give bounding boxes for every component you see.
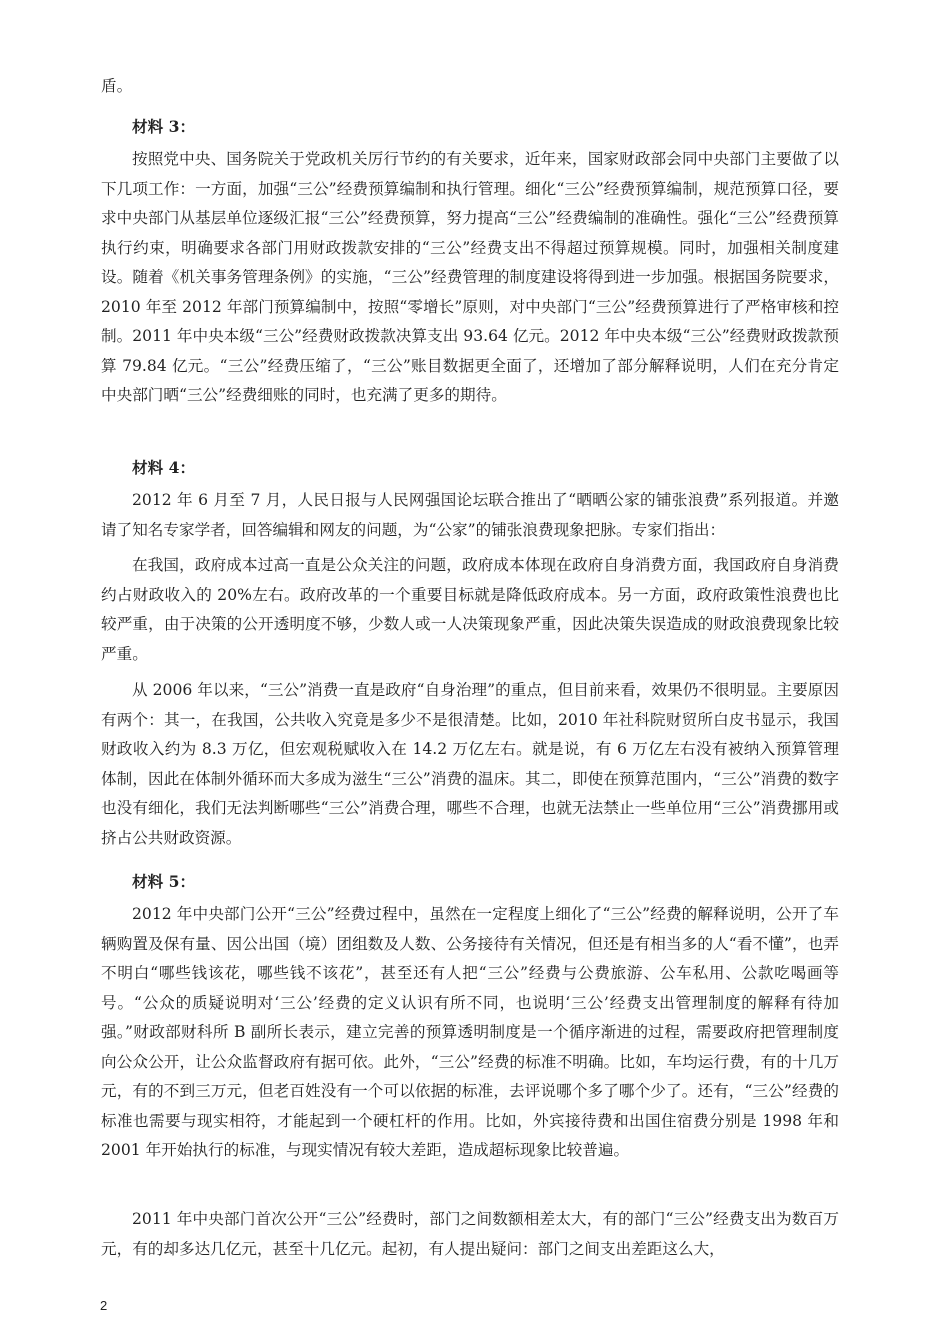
paragraph-material-5-gap: 2011 年中央部门首次公开“三公”经费时，部门之间数额相差太大，有的部门“三公”经费支出为数百万元，有的却多达几亿元，甚至十几亿元。起初，有人提出疑问：部门之间支出差距这么大， — [101, 1210, 839, 1258]
section-heading-material-5: 材料 5： — [132, 872, 196, 891]
section-heading-material-3: 材料 3： — [132, 117, 196, 136]
paragraph-material-4-reasons: 从 2006 年以来，“三公”消费一直是政府“自身治理”的重点，但目前来看，效果仍不很明显。主要原因有两个：其一，在我国，公共收入究竟是多少不是很清楚。比如，2010 年社科院财贸所白皮书显示，我国财政收入约为 8.3 万亿，但宏观税赋收入在 14.2 万亿左右。就是说，有 6 万亿左右没有被纳入预算管理体制，因此在体制外循环而大多成为滋生“三公”消费的温床。其二，即使在预算范围内，“三公”消费的数字也没有细化，我们无法判断哪些“三公”消费合理，哪些不合理，也就无法禁止一些单位用“三公”消费挪用或挤占公共财政资源。 — [101, 681, 839, 847]
paragraph-material-4-intro: 2012 年 6 月至 7 月，人民日报与人民网强国论坛联合推出了“晒晒公家的铺张浪费”系列报道。并邀请了知名专家学者，回答编辑和网友的问题，为“公家”的铺张浪费现象把脉。专家们指出： — [101, 491, 839, 539]
paragraph-material-3: 按照党中央、国务院关于党政机关厉行节约的有关要求，近年来，国家财政部会同中央部门主要做了以下几项工作：一方面，加强“三公”经费预算编制和执行管理。细化“三公”经费预算编制，规范预算口径，要求中央部门从基层单位逐级汇报“三公”经费预算，努力提高“三公”经费编制的准确性。强化“三公”经费预算执行约束，明确要求各部门用财政拨款安排的“三公”经费支出不得超过预算规模。同时，加强相关制度建设。随着《机关事务管理条例》的实施，“三公”经费管理的制度建设将得到进一步加强。根据国务院要求，2010 年至 2012 年部门预算编制中，按照“零增长”原则，对中央部门“三公”经费预算进行了严格审核和控制。2011 年中央本级“三公”经费财政拨款决算支出 93.64 亿元。2012 年中央本级“三公”经费财政拨款预算 79.84 亿元。“三公”经费压缩了，“三公”账目数据更全面了，还增加了部分解释说明，人们在充分肯定中央部门晒“三公”经费细账的同时，也充满了更多的期待。 — [101, 150, 839, 404]
section-heading-material-4: 材料 4： — [132, 458, 196, 477]
paragraph-material-5-disclosure: 2012 年中央部门公开“三公”经费过程中，虽然在一定程度上细化了“三公”经费的解释说明，公开了车辆购置及保有量、因公出国（境）团组数及人数、公务接待有关情况，但还是有相当多的人“看不懂”，也弄不明白“哪些钱该花，哪些钱不该花”，甚至还有人把“三公”经费与公费旅游、公车私用、公款吃喝画等号。“公众的质疑说明对‘三公’经费的定义认识有所不同，也说明‘三公’经费支出管理制度的解释有待加强。”财政部财科所 B 副所长表示，建立完善的预算透明制度是一个循序渐进的过程，需要政府把管理制度向公众公开，让公众监督政府有据可依。此外，“三公”经费的标准不明确。比如，车均运行费，有的十几万元，有的不到三万元，但老百姓没有一个可以依据的标准，去评说哪个多了哪个少了。还有，“三公”经费的标准也需要与现实相符，才能起到一个硬杠杆的作用。比如，外宾接待费和出国住宿费分别是 1998 年和 2001 年开始执行的标准，与现实情况有较大差距，造成超标现象比较普遍。 — [101, 905, 839, 1159]
page-number: 2 — [100, 1298, 108, 1313]
paragraph-material-4-cost: 在我国，政府成本过高一直是公众关注的问题，政府成本体现在政府自身消费方面，我国政府自身消费约占财政收入的 20%左右。政府改革的一个重要目标就是降低政府成本。另一方面，政府政策性浪费也比较严重，由于决策的公开透明度不够，少数人或一人决策现象严重，因此决策失误造成的财政浪费现象比较严重。 — [101, 556, 839, 663]
continued-text: 盾。 — [101, 77, 133, 95]
